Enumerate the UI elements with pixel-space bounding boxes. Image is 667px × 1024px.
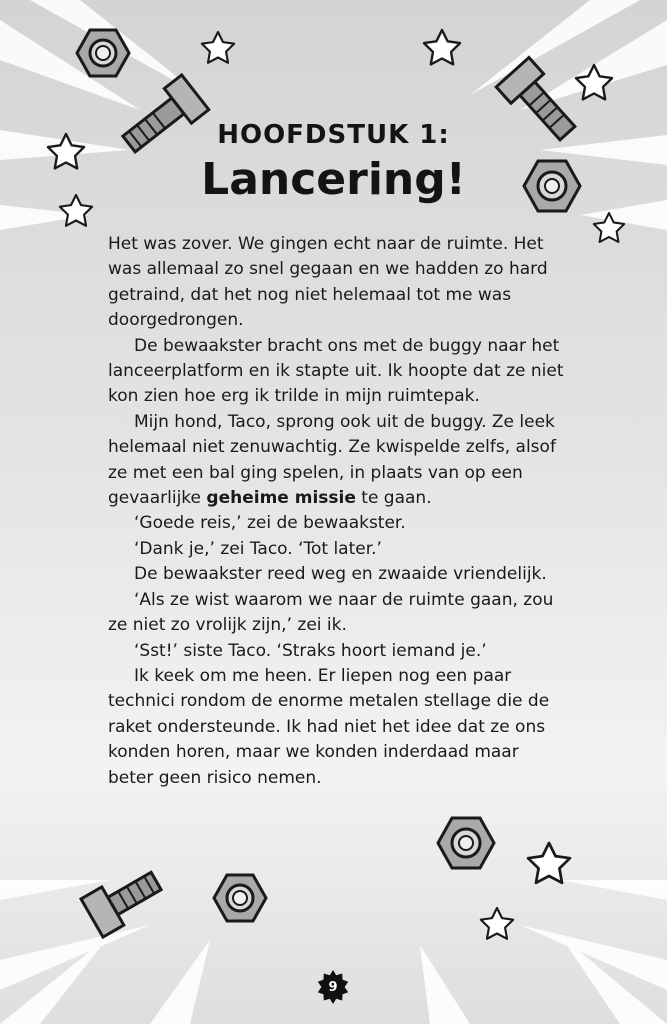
story-text xyxy=(108,232,568,791)
chapter-label: HOOFDSTUK 1: xyxy=(217,120,450,150)
hex-nut-icon xyxy=(77,30,129,76)
paragraph-text: te gaan. xyxy=(355,488,432,509)
paragraph xyxy=(108,410,568,512)
paragraph: ‘Goede reis,’ zei de bewaakster. xyxy=(134,513,406,534)
bold-phrase: geheime missie xyxy=(206,488,356,509)
bolt-icon xyxy=(81,862,167,937)
paragraph: De bewaakster reed weg en zwaaide vriendelijk. xyxy=(134,564,547,585)
page-number-badge xyxy=(316,970,350,1004)
paragraph: Het was zover. We gingen echt naar de ruimte. Het was allemaal zo snel gegaan en we hadden zo hard getraind, dat het nog niet helemaal tot me was doorgedrongen. xyxy=(108,234,548,331)
star-icon xyxy=(481,908,513,939)
paragraph: ‘Dank je,’ zei Taco. ‘Tot later.’ xyxy=(134,538,382,559)
star-icon xyxy=(202,32,234,63)
paragraph: Ik keek om me heen. Er liepen nog een paar technici rondom de enorme metalen stellage die de raket ondersteunde. Ik had niet het idee dat ze ons konden horen, maar we konden inderdaad maar beter geen risico nemen. xyxy=(108,665,550,788)
star-icon xyxy=(424,30,460,64)
chapter-title: Lancering! xyxy=(201,154,466,205)
paragraph: ‘Sst!’ siste Taco. ‘Straks hoort iemand je.’ xyxy=(134,640,487,661)
hex-nut-icon xyxy=(438,818,494,868)
paragraph: ‘Als ze wist waarom we naar de ruimte gaan, zou ze niet zo vrolijk zijn,’ zei ik. xyxy=(108,589,554,636)
star-icon xyxy=(528,843,570,883)
hex-nut-icon xyxy=(214,875,266,921)
paragraph-text: Mijn hond, Taco, sprong ook uit de buggy. Ze leek helemaal niet zenuwachtig. Ze kwispelde zelfs, alsof ze met een bal ging spelen, in plaats van op een gevaarlijke xyxy=(108,411,556,509)
page-number: 9 xyxy=(328,979,338,995)
paragraph: De bewaakster bracht ons met de buggy naar het lanceerplatform en ik stapte uit. Ik hoopte dat ze niet kon zien hoe erg ik trilde in mijn ruimtepak. xyxy=(108,335,564,407)
